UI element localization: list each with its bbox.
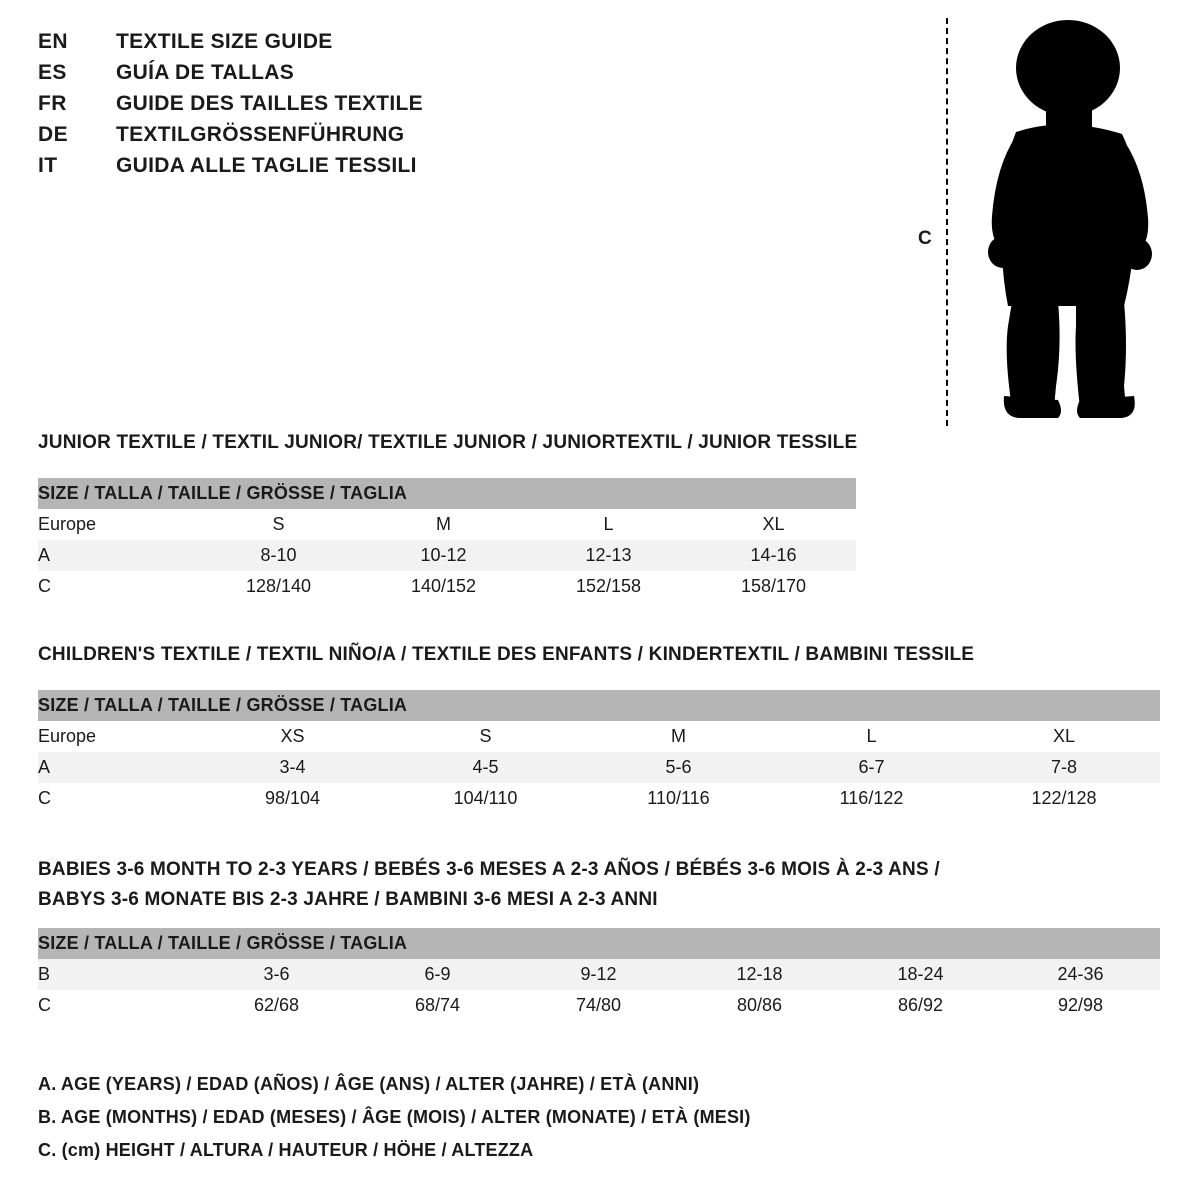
size-cell: L bbox=[526, 509, 691, 540]
table-cell: 110/116 bbox=[582, 783, 775, 814]
table-cell: 68/74 bbox=[357, 990, 518, 1021]
table-header-row bbox=[38, 478, 856, 509]
table-row bbox=[38, 721, 1160, 752]
language-title: GUIDA ALLE TAGLIE TESSILI bbox=[116, 154, 417, 177]
table-cell: 3-4 bbox=[196, 752, 389, 783]
language-code: ES bbox=[38, 61, 67, 84]
table-row bbox=[38, 752, 1160, 783]
legend-item-age-years: A. AGE (YEARS) / EDAD (AÑOS) / ÂGE (ANS) / ALTER (JAHRE) / ETÀ (ANNI) bbox=[38, 1074, 700, 1094]
child-silhouette-figure bbox=[900, 10, 1180, 430]
row-label: C bbox=[38, 783, 196, 814]
legend-item-age-months: B. AGE (MONTHS) / EDAD (MESES) / ÂGE (MOIS) / ALTER (MONATE) / ETÀ (MESI) bbox=[38, 1107, 751, 1127]
section-title-babies-line2: BABYS 3-6 MONATE BIS 2-3 JAHRE / BAMBINI 3-6 MESI A 2-3 ANNI bbox=[38, 889, 658, 910]
size-cell: XS bbox=[196, 721, 389, 752]
size-cell: M bbox=[361, 509, 526, 540]
section-title-children: CHILDREN'S TEXTILE / TEXTIL NIÑO/A / TEXTILE DES ENFANTS / KINDERTEXTIL / BAMBINI TESSILE bbox=[38, 644, 975, 665]
row-label: A bbox=[38, 752, 196, 783]
table-cell: 74/80 bbox=[518, 990, 679, 1021]
size-header-label: SIZE / TALLA / TAILLE / GRÖSSE / TAGLIA bbox=[38, 928, 1160, 959]
language-code: FR bbox=[38, 92, 67, 115]
table-cell: 104/110 bbox=[389, 783, 582, 814]
table-cell: 92/98 bbox=[1001, 990, 1160, 1021]
language-code: DE bbox=[38, 123, 68, 146]
size-header-label: SIZE / TALLA / TAILLE / GRÖSSE / TAGLIA bbox=[38, 690, 1160, 721]
table-cell: 6-7 bbox=[775, 752, 968, 783]
size-cell: XL bbox=[691, 509, 856, 540]
row-label-region: Europe bbox=[38, 509, 196, 540]
table-header-row bbox=[38, 690, 1160, 721]
size-cell: S bbox=[196, 509, 361, 540]
table-cell: 14-16 bbox=[691, 540, 856, 571]
table-cell: 86/92 bbox=[840, 990, 1001, 1021]
table-cell: 12-18 bbox=[679, 959, 840, 990]
table-row bbox=[38, 509, 856, 540]
table-cell: 24-36 bbox=[1001, 959, 1160, 990]
table-cell: 98/104 bbox=[196, 783, 389, 814]
header-language-row bbox=[38, 61, 598, 92]
header-language-row bbox=[38, 30, 598, 61]
header-language-row bbox=[38, 123, 598, 154]
language-code: EN bbox=[38, 30, 68, 53]
table-cell: 7-8 bbox=[968, 752, 1160, 783]
size-header-label: SIZE / TALLA / TAILLE / GRÖSSE / TAGLIA bbox=[38, 478, 856, 509]
table-cell: 3-6 bbox=[196, 959, 357, 990]
table-cell: 18-24 bbox=[840, 959, 1001, 990]
table-row bbox=[38, 571, 856, 602]
table-cell: 12-13 bbox=[526, 540, 691, 571]
legend-item-height: C. (cm) HEIGHT / ALTURA / HAUTEUR / HÖHE / ALTEZZA bbox=[38, 1140, 534, 1160]
size-cell: M bbox=[582, 721, 775, 752]
table-cell: 140/152 bbox=[361, 571, 526, 602]
header-language-row bbox=[38, 154, 598, 185]
section-title-babies bbox=[38, 855, 940, 915]
row-label: C bbox=[38, 990, 196, 1021]
language-code: IT bbox=[38, 154, 58, 177]
table-cell: 10-12 bbox=[361, 540, 526, 571]
row-label: B bbox=[38, 959, 196, 990]
table-cell: 4-5 bbox=[389, 752, 582, 783]
table-row bbox=[38, 959, 1160, 990]
table-header-row bbox=[38, 928, 1160, 959]
table-cell: 158/170 bbox=[691, 571, 856, 602]
babies-size-table bbox=[38, 928, 1160, 1021]
table-cell: 8-10 bbox=[196, 540, 361, 571]
row-label: C bbox=[38, 571, 196, 602]
table-cell: 80/86 bbox=[679, 990, 840, 1021]
junior-size-table bbox=[38, 478, 856, 602]
table-row bbox=[38, 990, 1160, 1021]
size-guide-header bbox=[38, 30, 598, 185]
height-measure-label: C bbox=[918, 228, 932, 249]
table-cell: 6-9 bbox=[357, 959, 518, 990]
measurement-legend bbox=[38, 1068, 1138, 1167]
size-cell: S bbox=[389, 721, 582, 752]
children-size-table bbox=[38, 690, 1160, 814]
table-cell: 116/122 bbox=[775, 783, 968, 814]
toddler-silhouette-icon bbox=[946, 16, 1176, 428]
section-title-babies-line1: BABIES 3-6 MONTH TO 2-3 YEARS / BEBÉS 3-6 MESES A 2-3 AÑOS / BÉBÉS 3-6 MOIS À 2-3 ANS / bbox=[38, 859, 940, 880]
table-cell: 62/68 bbox=[196, 990, 357, 1021]
table-cell: 128/140 bbox=[196, 571, 361, 602]
row-label: A bbox=[38, 540, 196, 571]
table-cell: 152/158 bbox=[526, 571, 691, 602]
section-title-junior: JUNIOR TEXTILE / TEXTIL JUNIOR/ TEXTILE JUNIOR / JUNIORTEXTIL / JUNIOR TESSILE bbox=[38, 432, 858, 453]
size-cell: L bbox=[775, 721, 968, 752]
table-cell: 5-6 bbox=[582, 752, 775, 783]
table-cell: 122/128 bbox=[968, 783, 1160, 814]
table-row bbox=[38, 540, 856, 571]
language-title: GUIDE DES TAILLES TEXTILE bbox=[116, 92, 423, 115]
language-title: GUÍA DE TALLAS bbox=[116, 61, 295, 84]
header-language-row bbox=[38, 92, 598, 123]
table-cell: 9-12 bbox=[518, 959, 679, 990]
language-title: TEXTILE SIZE GUIDE bbox=[116, 30, 333, 53]
language-title: TEXTILGRÖSSENFÜHRUNG bbox=[116, 123, 405, 146]
row-label-region: Europe bbox=[38, 721, 196, 752]
size-cell: XL bbox=[968, 721, 1160, 752]
table-row bbox=[38, 783, 1160, 814]
